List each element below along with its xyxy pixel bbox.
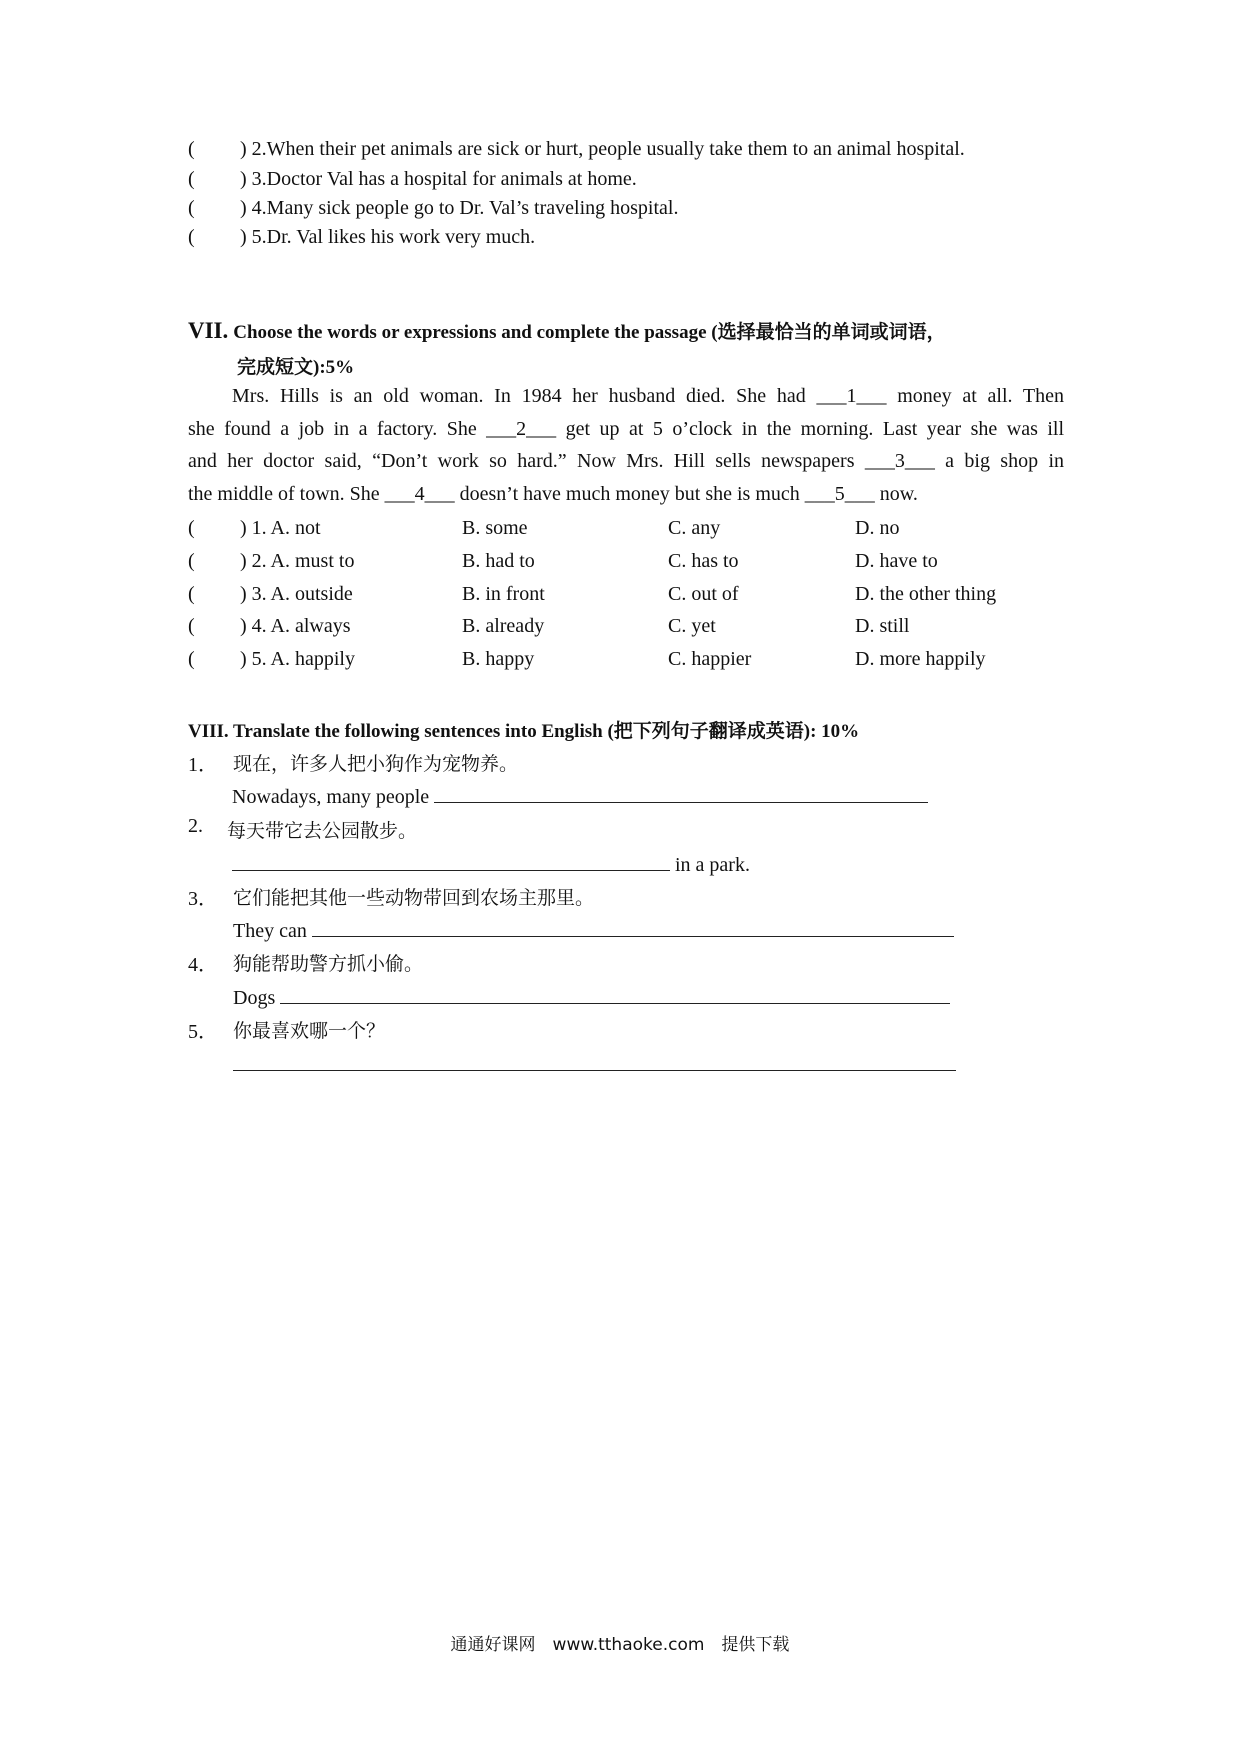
answer-paren: ( — [188, 615, 195, 637]
translation-number: 3． — [188, 888, 218, 910]
answer-paren: ( — [188, 583, 195, 605]
translation-answer-line — [232, 782, 928, 809]
choice-a: ) 4. A. always — [240, 615, 351, 637]
answer-paren: ( — [188, 168, 195, 190]
choice-d: D. more happily — [855, 648, 986, 670]
section-7-roman: VII. — [188, 318, 229, 343]
translation-number: 5． — [188, 1021, 218, 1043]
passage-line: the middle of town. She ___4___ doesn’t have much money but she is much ___5___ now. — [188, 482, 918, 505]
translation-number: 4． — [188, 954, 218, 976]
answer-blank[interactable] — [232, 850, 670, 871]
answer-paren: ( — [188, 550, 195, 572]
choice-b: B. happy — [462, 648, 535, 670]
answer-paren: ( — [188, 138, 195, 160]
answer-blank[interactable] — [312, 916, 954, 937]
choice-c: C. out of — [668, 583, 739, 605]
page-footer: 通通好课网 www.tthaoke.com 提供下载 — [450, 1635, 790, 1655]
choice-b: B. already — [462, 615, 545, 637]
choice-a: ) 3. A. outside — [240, 583, 353, 605]
translation-prompt: 每天带它去公园散步。 — [227, 820, 418, 842]
cloze-passage — [188, 380, 1064, 510]
tf-statement: ) 4.Many sick people go to Dr. Val’s traveling hospital. — [240, 197, 679, 219]
section-7-heading-cont: 完成短文):5% — [237, 357, 355, 378]
choice-c: C. yet — [668, 615, 716, 637]
choice-row-1 — [188, 512, 1068, 544]
choice-row-3 — [188, 578, 1068, 610]
choice-row-4 — [188, 610, 1068, 642]
choice-c: C. happier — [668, 648, 752, 670]
tf-statement: ) 5.Dr. Val likes his work very much. — [240, 226, 536, 248]
choice-row-5 — [188, 643, 1068, 675]
translation-number: 1． — [188, 754, 218, 776]
answer-suffix: in a park. — [675, 854, 750, 876]
choice-a: ) 2. A. must to — [240, 550, 355, 572]
choice-c: C. has to — [668, 550, 739, 572]
tf-statement: ) 3.Doctor Val has a hospital for animals at home. — [240, 168, 637, 190]
answer-paren: ( — [188, 226, 195, 248]
choice-d: D. the other thing — [855, 583, 997, 605]
translation-prompt: 狗能帮助警方抓小偷。 — [233, 953, 424, 975]
choice-d: D. have to — [855, 550, 938, 572]
answer-blank[interactable] — [434, 782, 928, 803]
choice-d: D. no — [855, 517, 900, 539]
passage-line: Mrs. Hills is an old woman. In 1984 her husband died. She had ___1___ money at all. Then — [232, 385, 1064, 407]
answer-prefix: Nowadays, many people — [232, 786, 430, 808]
choice-a: ) 5. A. happily — [240, 648, 355, 670]
choice-b: B. had to — [462, 550, 535, 572]
answer-paren: ( — [188, 648, 195, 670]
translation-number: 2. — [188, 815, 203, 837]
answer-blank[interactable] — [280, 983, 950, 1004]
choice-a: ) 1. A. not — [240, 517, 321, 539]
choice-c: C. any — [668, 517, 721, 539]
translation-prompt: 它们能把其他一些动物带回到农场主那里。 — [233, 887, 595, 909]
translation-answer-line — [233, 983, 950, 1010]
answer-prefix: Dogs — [233, 987, 276, 1009]
answer-blank[interactable] — [233, 1050, 956, 1071]
passage-line: she found a job in a factory. She ___2___ get up at 5 o’clock in the morning. Last year she was ill — [188, 417, 1064, 440]
choice-b: B. some — [462, 517, 528, 539]
answer-paren: ( — [188, 517, 195, 539]
translation-answer-line — [233, 916, 954, 943]
tf-statement: ) 2.When their pet animals are sick or hurt, people usually take them to an animal hospital. — [240, 138, 965, 160]
section-7-title — [188, 317, 946, 344]
passage-line: and her doctor said, “Don’t work so hard.” Now Mrs. Hill sells newspapers ___3___ a big shop in — [188, 450, 1064, 472]
answer-paren: ( — [188, 197, 195, 219]
translation-answer-line — [233, 1050, 956, 1077]
translation-prompt: 你最喜欢哪一个？ — [233, 1020, 386, 1042]
choice-b: B. in front — [462, 583, 545, 605]
choice-row-2 — [188, 545, 1068, 577]
section-8-title: VIII. Translate the following sentences into English (把下列句子翻译成英语): 10% — [188, 721, 860, 742]
answer-prefix: They can — [233, 920, 307, 942]
translation-answer-line — [232, 850, 750, 877]
choice-d: D. still — [855, 615, 910, 637]
section-7-heading: Choose the words or expressions and complete the passage (选择最恰当的单词或词语， — [233, 322, 946, 343]
translation-prompt: 现在，许多人把小狗作为宠物养。 — [233, 753, 519, 775]
